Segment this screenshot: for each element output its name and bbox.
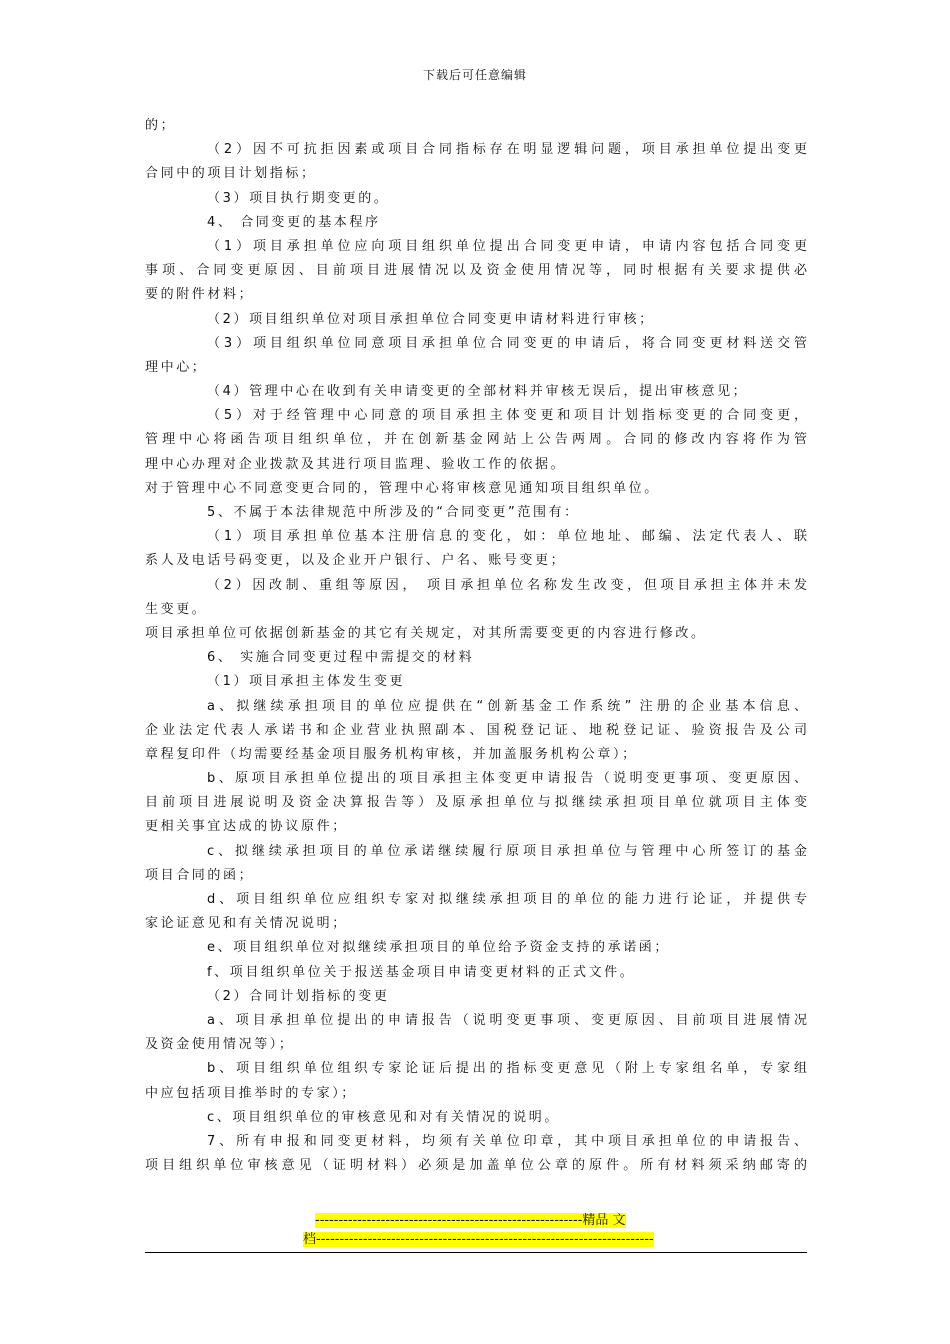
text-line: 事项、合同变更原因、目前项目进展情况以及资金使用情况等，同时根据有关要求提供必	[145, 263, 807, 279]
footer-rule	[145, 1252, 807, 1253]
footer-line-1-text: ---------------------------------------------------------精品 文	[315, 1213, 626, 1228]
text-line: 7、所有申报和同变更材料，均须有关单位印章，其中项目承担单位的申请报告、	[207, 1133, 807, 1149]
text-line: （3）项目执行期变更的。	[207, 190, 390, 206]
text-line: （4）管理中心在收到有关申请变更的全部材料并审核无误后，提出审核意见；	[207, 384, 749, 400]
text-line: （2）因不可抗拒因素或项目合同指标存在明显逻辑问题，项目承担单位提出变更	[207, 142, 807, 158]
text-line: 中应包括项目推举时的专家）；	[145, 1085, 357, 1101]
text-line: （2）项目组织单位对项目承担单位合同变更申请材料进行审核；	[207, 311, 655, 327]
footer-line-1	[145, 1211, 807, 1230]
text-line: 合同中的项目计划指标；	[145, 166, 317, 182]
text-line: 要的附件材料；	[145, 287, 255, 303]
text-line: b、原项目承担单位提出的项目承担主体变更申请报告（说明变更事项、变更原因、	[207, 771, 807, 787]
footer	[145, 1211, 807, 1249]
text-line: 项目组织单位审核意见（证明材料）必须是加盖单位公章的原件。所有材料须采纳邮寄的	[145, 1158, 807, 1174]
text-line: 更相关事宜达成的协议原件；	[145, 819, 348, 835]
text-line: c、拟继续承担项目的单位承诺继续履行原项目承担单位与管理中心所签订的基金	[207, 843, 807, 859]
text-line: 章程复印件（均需要经基金项目服务机构审核，并加盖服务机构公章）；	[145, 746, 638, 762]
text-line: 系人及电话号码变更，以及企业开户银行、户名、账号变更；	[145, 553, 567, 569]
text-line: 生变更。	[145, 601, 208, 617]
text-line: f、项目组织单位关于报送基金项目申请变更材料的正式文件。	[207, 964, 636, 980]
text-line: 对于管理中心不同意变更合同的，管理中心将审核意见通知项目组织单位。	[145, 480, 660, 496]
text-line: 4、 合同变更的基本程序	[207, 214, 381, 230]
footer-line-2	[145, 1230, 807, 1249]
text-line: 项目承担单位可依据创新基金的其它有关规定，对其所需要变更的内容进行修改。	[145, 625, 707, 641]
text-line: 理中心办理对企业拨款及其进行项目监理、验收工作的依据。	[145, 456, 567, 472]
document-body	[145, 114, 807, 1178]
text-line: 理中心；	[145, 359, 208, 375]
text-line: c、项目组织单位的审核意见和对有关情况的说明。	[207, 1109, 560, 1125]
text-line: （1）项目承担单位应向项目组织单位提出合同变更申请，申请内容包括合同变更	[207, 238, 807, 254]
text-line: 管理中心将函告项目组织单位，并在创新基金网站上公告两周。合同的修改内容将作为管	[145, 432, 807, 448]
page-header: 下载后可任意编辑	[422, 68, 527, 82]
text-line: （1）项目承担主体发生变更	[207, 674, 406, 690]
text-line: 项目合同的函；	[145, 867, 255, 883]
footer-line-2-text: 档------------------------------------------------------------------------	[303, 1232, 654, 1247]
text-line: 及资金使用情况等）；	[145, 1037, 295, 1053]
text-line: 的；	[145, 118, 177, 133]
text-line: （3）项目组织单位同意项目承担单位合同变更的申请后，将合同变更材料送交管	[207, 335, 807, 351]
text-line: a、拟继续承担项目的单位应提供在“创新基金工作系统” 注册的企业基本信息、	[207, 698, 807, 714]
text-line: e、项目组织单位对拟继续承担项目的单位给予资金支持的承诺函；	[207, 940, 670, 956]
text-line: 6、 实施合同变更过程中需提交的材料	[207, 650, 475, 666]
text-line: 5、不属于本法律规范中所涉及的“合同变更”范围有：	[207, 505, 580, 520]
text-line: （1）项目承担单位基本注册信息的变化，如：单位地址、邮编、法定代表人、联	[207, 529, 807, 545]
text-line: 企业法定代表人承诺书和企业营业执照副本、国税登记证、地税登记证、验资报告及公司	[145, 722, 807, 738]
text-line: （2）合同计划指标的变更	[207, 988, 390, 1004]
text-line: d、项目组织单位应组织专家对拟继续承担项目的单位的能力进行论证，并提供专	[207, 892, 807, 907]
text-line: 目前项目进展说明及资金决算报告等）及原承担单位与拟继续承担项目单位就项目主体变	[145, 795, 807, 811]
text-line: （2）因改制、重组等原因， 项目承担单位名称发生改变，但项目承担主体并未发	[207, 577, 807, 593]
text-line: 家论证意见和有关情况说明；	[145, 916, 348, 932]
text-line: （5）对于经管理中心同意的项目承担主体变更和项目计划指标变更的合同变更，	[207, 408, 807, 424]
text-line: a、项目承担单位提出的申请报告（说明变更事项、变更原因、目前项目进展情况	[207, 1012, 807, 1028]
text-line: b、项目组织单位组织专家论证后提出的指标变更意见（附上专家组名单，专家组	[207, 1061, 807, 1077]
